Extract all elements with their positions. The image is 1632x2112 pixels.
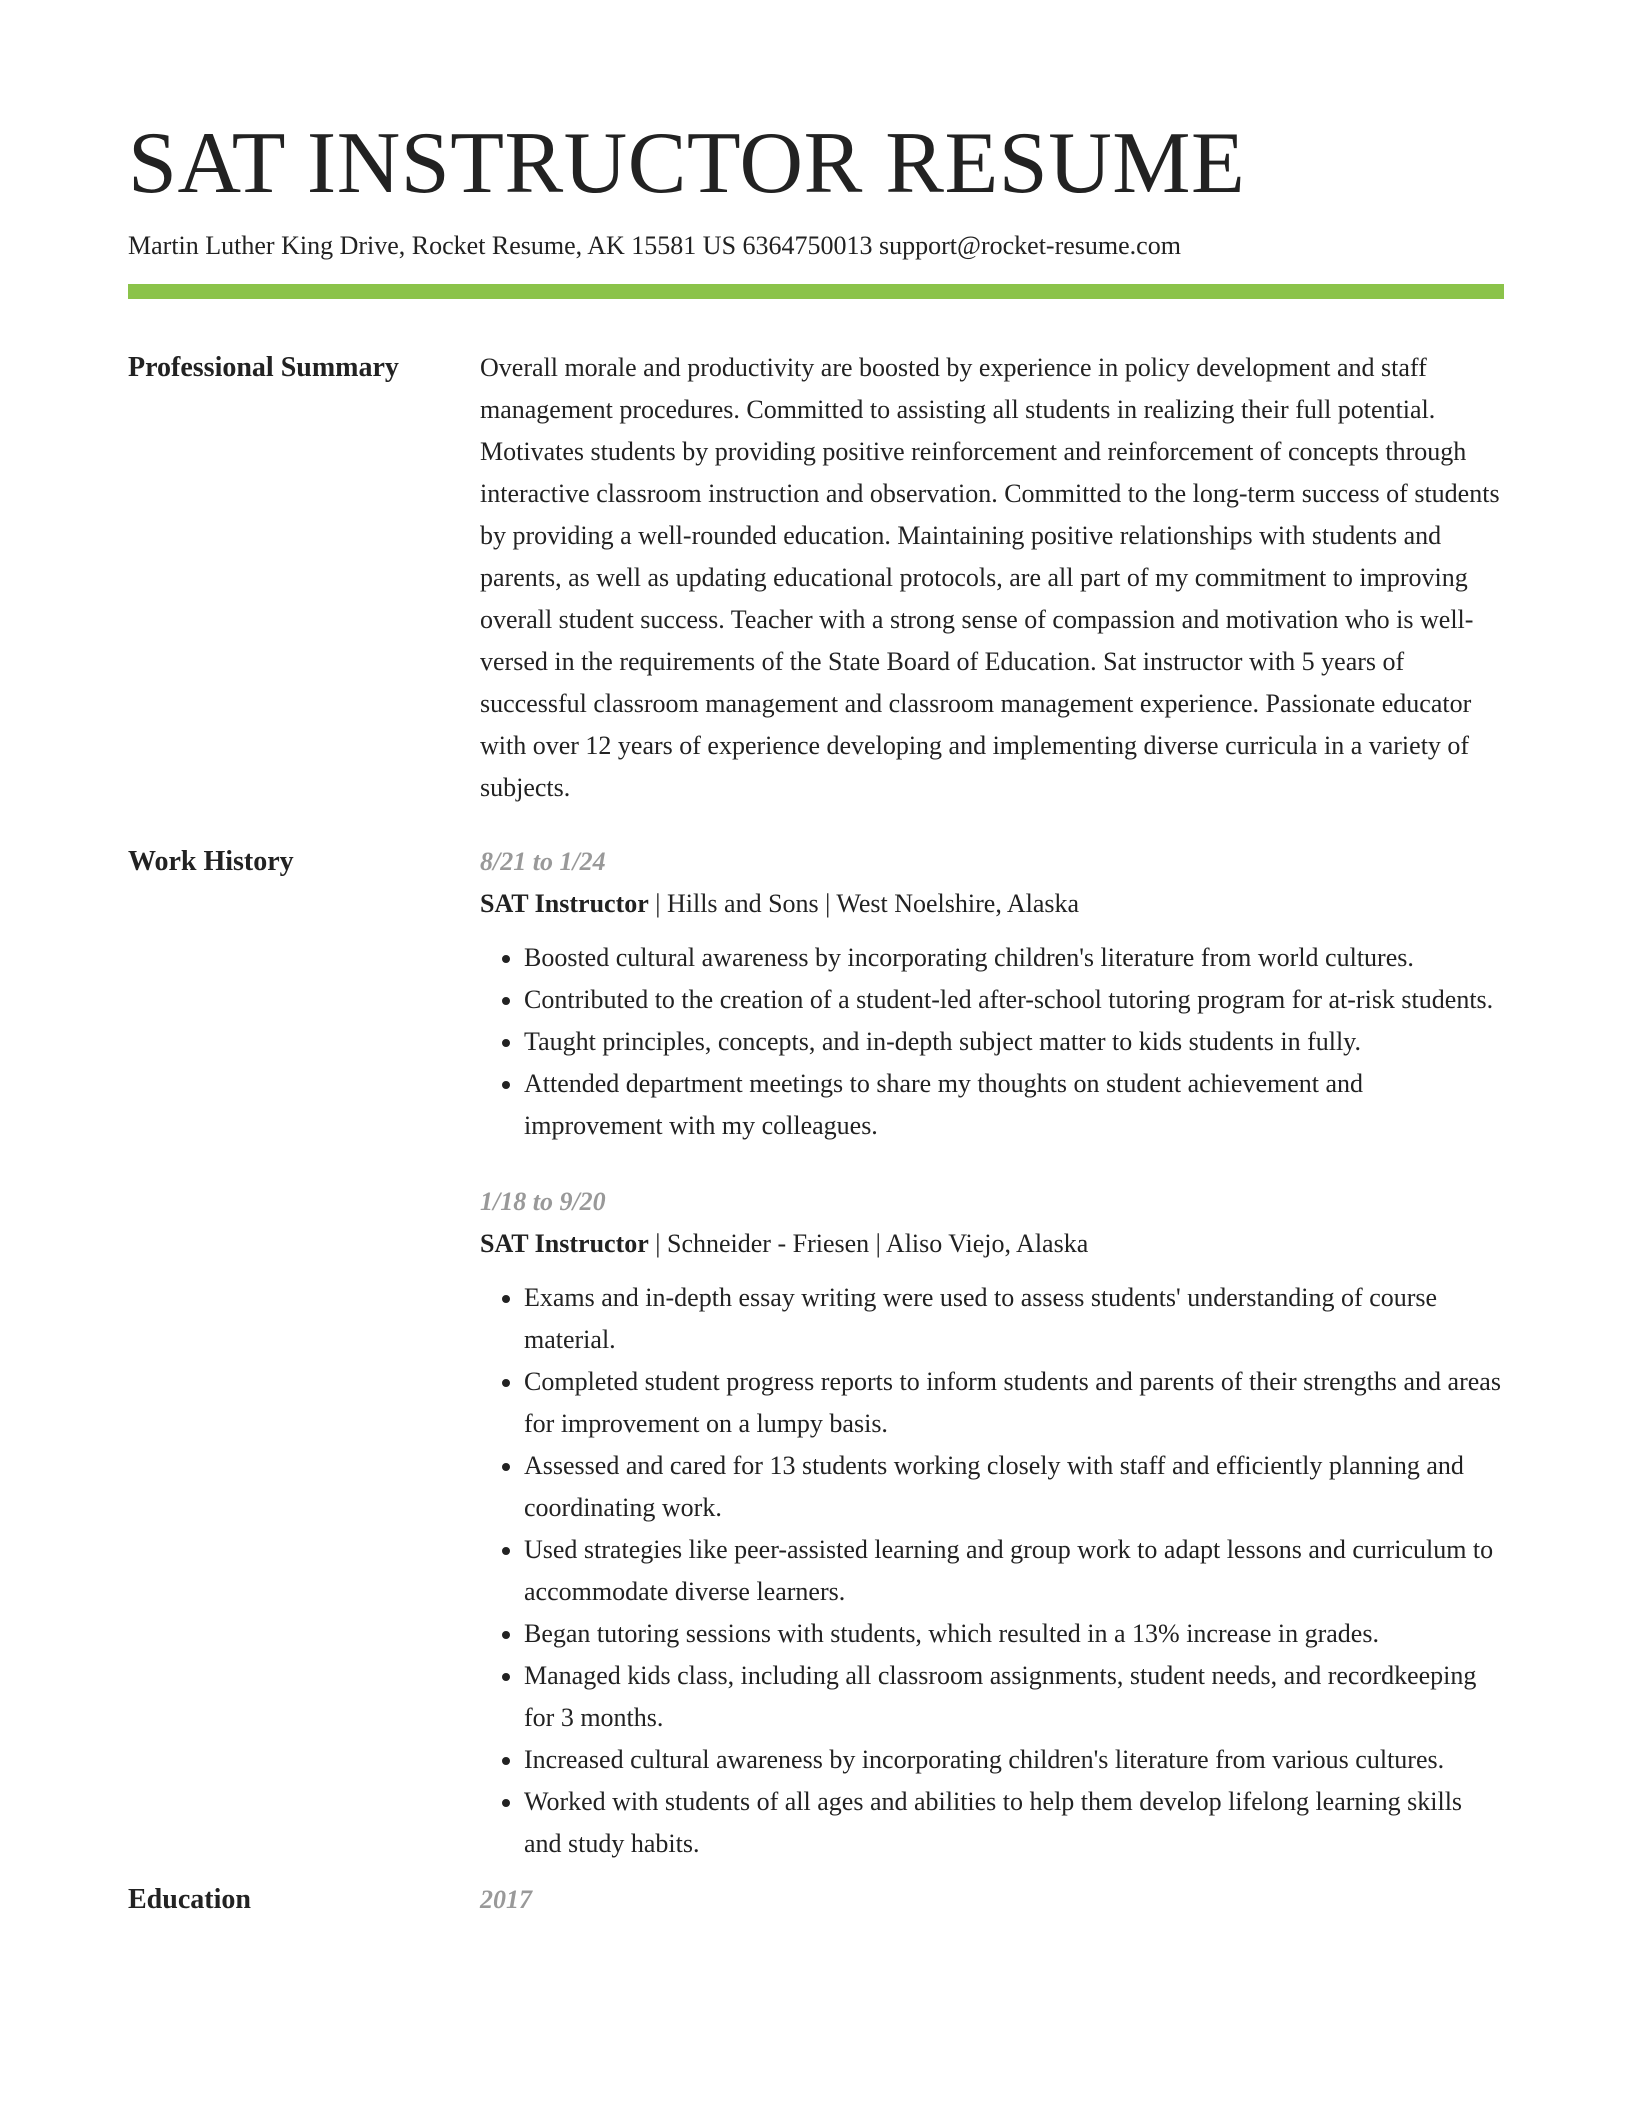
work-history-body (480, 841, 1504, 1865)
job-bullet: • Attended department meetings to share my thoughts on student achievement and improvement with my colleagues. (524, 1063, 1504, 1147)
education-body (480, 1879, 1504, 1921)
resume-page (128, 115, 1504, 1921)
job-employer-location: | Hills and Sons | West Noelshire, Alaska (648, 889, 1080, 919)
job-title-line (480, 883, 1504, 925)
job-employer-location: | Schneider - Friesen | Aliso Viejo, Alaska (648, 1229, 1089, 1259)
education-section (128, 1879, 1504, 1921)
job-bullets (480, 1277, 1504, 1865)
header-divider (128, 284, 1504, 299)
job-title-line (480, 1223, 1504, 1265)
section-label-education: Education (128, 1884, 251, 1916)
job-entry (480, 841, 1504, 1147)
job-role: SAT Instructor (480, 1229, 649, 1259)
job-entry (480, 1181, 1504, 1865)
contact-line: Martin Luther King Drive, Rocket Resume, AK 15581 US 6364750013 support@rocket-resume.com (128, 231, 1181, 260)
job-dates: 8/21 to 1/24 (480, 847, 606, 877)
job-bullet: • Contributed to the creation of a student-led after-school tutoring program for at-risk students. (524, 979, 1504, 1021)
professional-summary-text: Overall morale and productivity are boosted by experience in policy development and staff management procedures. Committed to assisting all students in realizing their full potential. Motivates students by providing positive reinforcement and reinforcement of concepts through interactive classroom instruction and observation. Committed to the long-term success of students by providing a well-rounded education. Maintaining positive relationships with students and parents, as well as updating educational protocols, are all part of my commitment to improving overall student success. Teacher with a strong sense of compassion and motivation who is well-versed in the requirements of the State Board of Education. Sat instructor with 5 years of successful classroom management and classroom management experience. Passionate educator with over 12 years of experience developing and implementing diverse curricula in a variety of subjects. (480, 353, 1500, 803)
resume-title: SAT INSTRUCTOR RESUME (128, 115, 1246, 212)
job-bullet: • Used strategies like peer-assisted learning and group work to adapt lessons and curriculum to accommodate diverse learners. (524, 1529, 1504, 1613)
job-bullet: • Increased cultural awareness by incorporating children's literature from various cultures. (524, 1739, 1504, 1781)
job-bullet: • Began tutoring sessions with students, which resulted in a 13% increase in grades. (524, 1613, 1504, 1655)
section-label-work-history: Work History (128, 846, 294, 878)
job-dates: 1/18 to 9/20 (480, 1187, 606, 1217)
job-role: SAT Instructor (480, 889, 649, 919)
job-bullet: • Completed student progress reports to inform students and parents of their strengths and areas for improvement on a lumpy basis. (524, 1361, 1504, 1445)
section-label-professional-summary: Professional Summary (128, 352, 399, 384)
work-history-section (128, 841, 1504, 1865)
job-bullets (480, 937, 1504, 1147)
education-date: 2017 (480, 1885, 532, 1915)
job-bullet: • Managed kids class, including all classroom assignments, student needs, and recordkeeping for 3 months. (524, 1655, 1504, 1739)
professional-summary-section (128, 347, 1504, 809)
job-bullet: • Taught principles, concepts, and in-depth subject matter to kids students in fully. (524, 1021, 1504, 1063)
job-bullet: • Exams and in-depth essay writing were used to assess students' understanding of course material. (524, 1277, 1504, 1361)
job-bullet: • Worked with students of all ages and abilities to help them develop lifelong learning skills and study habits. (524, 1781, 1504, 1865)
job-bullet: • Boosted cultural awareness by incorporating children's literature from world cultures. (524, 937, 1504, 979)
job-bullet: • Assessed and cared for 13 students working closely with staff and efficiently planning and coordinating work. (524, 1445, 1504, 1529)
